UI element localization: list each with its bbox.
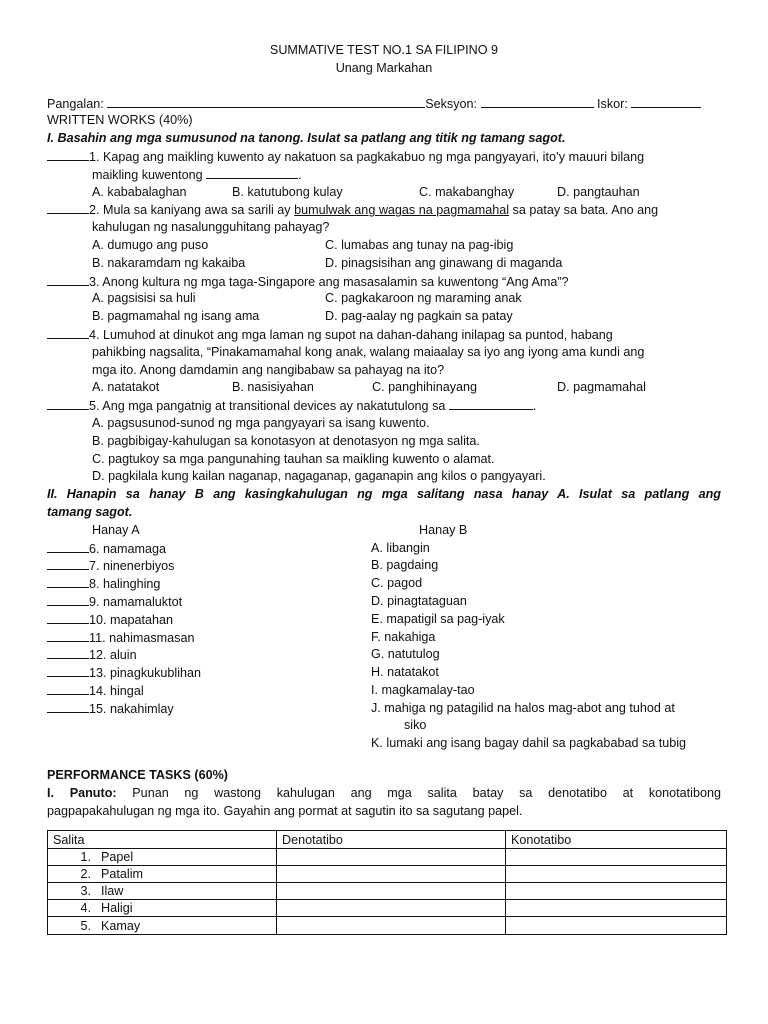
name-field[interactable] [107, 95, 425, 108]
konotatibo-cell[interactable] [506, 865, 727, 882]
match-blank-9[interactable] [47, 593, 89, 606]
match-row: 8. halinghing C. pagod [47, 575, 721, 593]
q2-option-b: B. nakaramdam ng kakaiba [92, 255, 246, 270]
match-row: 11. nahimasmasan F. nakahiga [47, 629, 721, 647]
question-2: 2. Mula sa kaniyang awa sa sarili ay bumulwak ang wagas na pagmamahal sa patay sa bata. Ano ang [47, 201, 721, 219]
match-blank-6[interactable] [47, 540, 89, 553]
q5-option-b: B. pagbibigay-kahulugan sa konotasyon at denotasyon ng mga salita. [92, 433, 480, 448]
match-blank-10[interactable] [47, 611, 89, 624]
column-b-header: Hanay B [419, 522, 468, 537]
table-row: 4. Haligi [48, 900, 727, 917]
konotatibo-cell[interactable] [506, 917, 727, 934]
konotatibo-cell[interactable] [506, 883, 727, 900]
q4-option-d: D. pagmamahal [557, 380, 646, 395]
score-field[interactable] [631, 95, 701, 108]
question-4-cont1: pahikbing nagsalita, “Pinakamamahal kong anak, walang maiaalay sa iyo ang iyong ama kundi ang [92, 344, 645, 359]
konotatibo-cell[interactable] [506, 900, 727, 917]
column-a-header: Hanay A [92, 522, 140, 537]
score-label: Iskor: [597, 96, 628, 111]
part2-instruction: II. Hanapin sa hanay B ang kasingkahulugan ng mga salitang nasa hanay A. Isulat sa patlang ang [47, 487, 721, 502]
match-blank-7[interactable] [47, 557, 89, 570]
student-info-row [47, 95, 721, 113]
column-denotatibo: Denotatibo [277, 831, 506, 848]
match-row: siko [404, 718, 427, 733]
table-row: 1. Papel [48, 848, 727, 865]
q1-inline-blank[interactable] [206, 166, 298, 179]
denotatibo-cell[interactable] [277, 865, 506, 882]
q3-option-c: C. pagkakaroon ng maraming anak [325, 291, 522, 306]
q3-option-b: B. pagmamahal ng isang ama [92, 309, 260, 324]
match-row: 6. namamaga A. libangin [47, 540, 721, 558]
match-row: 15. nakahimlay J. mahiga ng patagilid na halos mag-abot ang tuhod at [47, 700, 721, 718]
answer-blank-4[interactable] [47, 326, 89, 339]
match-row: 7. ninenerbiyos B. pagdaing [47, 557, 721, 575]
column-salita: Salita [48, 831, 277, 848]
q4-option-b: B. nasisiyahan [232, 380, 314, 395]
match-blank-11[interactable] [47, 629, 89, 642]
q4-option-c: C. panghihinayang [372, 380, 478, 395]
match-blank-13[interactable] [47, 664, 89, 677]
q1-option-b: B. katutubong kulay [232, 184, 343, 199]
match-blank-8[interactable] [47, 575, 89, 588]
q5-option-c: C. pagtukoy sa mga pangunahing tauhan sa maikling kuwento o alamat. [92, 451, 495, 466]
q1-option-d: D. pangtauhan [557, 184, 640, 199]
question-4-cont2: mga ito. Anong damdamin ang nangibabaw sa pahayag na ito? [92, 362, 445, 377]
q5-option-a: A. pagsusunod-sunod ng mga pangyayari sa isang kuwento. [92, 415, 430, 430]
section-field[interactable] [481, 95, 594, 108]
table-header-row [48, 831, 727, 848]
question-2-cont: kahulugan ng nasalungguhitang pahayag? [92, 220, 330, 235]
column-konotatibo: Konotatibo [506, 831, 727, 848]
match-row: 13. pinagkukublihan H. natatakot [47, 664, 721, 682]
match-blank-14[interactable] [47, 682, 89, 695]
match-row: K. lumaki ang isang bagay dahil sa pagkababad sa tubig [371, 736, 687, 751]
answer-blank-5[interactable] [47, 397, 89, 410]
match-row: 10. mapatahan E. mapatigil sa pag-iyak [47, 611, 721, 629]
document-subtitle: Unang Markahan [335, 60, 433, 75]
part2-instruction-cont: tamang sagot. [47, 504, 133, 519]
table-row: 5. Kamay [48, 917, 727, 934]
name-label: Pangalan: [47, 96, 104, 111]
question-1: 1. Kapag ang maikling kuwento ay nakatuon sa pagkakabuo ng mga pangyayari, ito’y mauuri bilang [47, 148, 721, 166]
table-row: 3. Ilaw [48, 883, 727, 900]
match-row: 12. aluin G. natutulog [47, 646, 721, 664]
denotatibo-cell[interactable] [277, 900, 506, 917]
q4-option-a: A. natatakot [92, 380, 160, 395]
underlined-phrase: bumulwak ang wagas na pagmamahal [294, 203, 510, 218]
performance-tasks-heading: PERFORMANCE TASKS (60%) [47, 768, 228, 783]
written-works-heading: WRITTEN WORKS (40%) [47, 113, 193, 128]
konotatibo-cell[interactable] [506, 848, 727, 865]
question-3-options-row2 [47, 308, 721, 326]
match-row: 9. namamaluktot D. pinagtataguan [47, 593, 721, 611]
q1-option-c: C. makabanghay [419, 184, 515, 199]
q5-option-d: D. pagkilala kung kailan naganap, nagaganap, gaganapin ang kilos o pangyayari. [92, 469, 546, 484]
question-4-options [47, 379, 721, 397]
table-row: 2. Patalim [48, 865, 727, 882]
match-blank-12[interactable] [47, 646, 89, 659]
q3-option-d: D. pag-aalay ng pagkain sa patay [325, 309, 513, 324]
q1-option-a: A. kababalaghan [92, 184, 187, 199]
q2-option-a: A. dumugo ang puso [92, 237, 209, 252]
part1-instruction: I. Basahin ang mga sumusunod na tanong. Isulat sa patlang ang titik ng tamang sagot. [47, 131, 566, 146]
question-3: 3. Anong kultura ng mga taga-Singapore ang masasalamin sa kuwentong “Ang Ama”? [47, 273, 721, 291]
question-2-options-row1 [47, 237, 721, 255]
question-5: 5. Ang mga pangatnig at transitional devices ay nakatutulong sa . [47, 397, 721, 415]
answer-blank-3[interactable] [47, 273, 89, 286]
question-4: 4. Lumuhod at dinukot ang mga laman ng supot na dahan-dahang inilapag sa puntod, habang [47, 326, 721, 344]
performance-instruction-cont: pagpapakahulugan ng mga ito. Gayahin ang pormat at sagutin ito sa sagutang papel. [47, 803, 523, 818]
q3-option-a: A. pagsisisi sa huli [92, 291, 196, 306]
vocabulary-table [47, 830, 727, 934]
match-row: 14. hingal I. magkamalay-tao [47, 682, 721, 700]
answer-blank-1[interactable] [47, 148, 89, 161]
question-2-options-row2 [47, 255, 721, 273]
match-blank-15[interactable] [47, 700, 89, 713]
denotatibo-cell[interactable] [277, 917, 506, 934]
answer-blank-2[interactable] [47, 201, 89, 214]
document-title: SUMMATIVE TEST NO.1 SA FILIPINO 9 [269, 43, 499, 57]
question-3-options-row1 [47, 290, 721, 308]
column-headers [47, 522, 721, 540]
question-1-options [47, 184, 721, 202]
q5-inline-blank[interactable] [449, 397, 533, 410]
denotatibo-cell[interactable] [277, 883, 506, 900]
q2-option-c: C. lumabas ang tunay na pag-ibig [325, 237, 514, 252]
q2-option-d: D. pinagsisihan ang ginawang di maganda [325, 255, 563, 270]
section-label: Seksyon: [425, 96, 478, 111]
question-1-cont: maikling kuwentong . [92, 167, 302, 182]
denotatibo-cell[interactable] [277, 848, 506, 865]
performance-instruction: I. Panuto: Punan ng wastong kahulugan ang mga salita batay sa denotatibo at konotatibong [47, 785, 721, 800]
